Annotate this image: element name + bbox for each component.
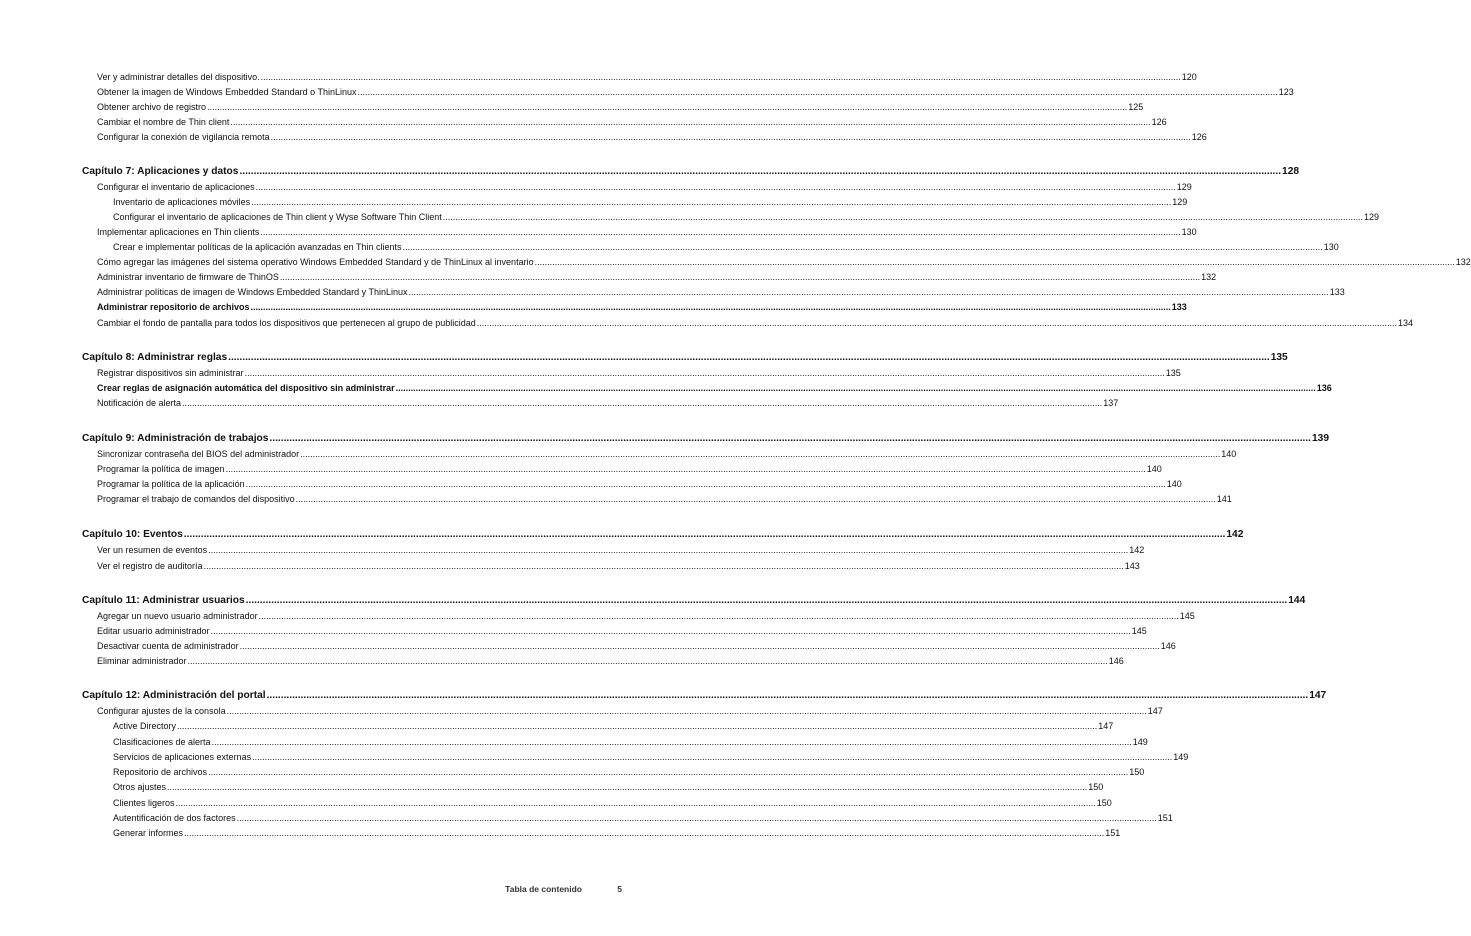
- toc-entry-title: Notificación de alerta: [97, 398, 182, 408]
- toc-entry-page: 125: [1128, 102, 1144, 112]
- dot-leader: [227, 705, 1147, 717]
- dot-leader: [300, 448, 1220, 460]
- toc-entry[interactable]: [97, 271, 1217, 283]
- toc-entry[interactable]: [97, 478, 1182, 490]
- toc-entry[interactable]: [97, 256, 1471, 268]
- toc-entry[interactable]: [97, 560, 1140, 572]
- toc-chapter[interactable]: [82, 529, 1244, 541]
- toc-entry[interactable]: [97, 101, 1144, 113]
- toc-entry-page: 147: [1147, 706, 1163, 716]
- dot-leader: [204, 560, 1124, 572]
- toc-entry-title: Programar el trabajo de comandos del dispositivo: [97, 494, 295, 504]
- dot-leader: [403, 241, 1323, 253]
- dot-leader: [211, 625, 1131, 637]
- toc-chapter[interactable]: [82, 595, 1306, 607]
- toc-entry-page: 151: [1105, 828, 1121, 838]
- toc-entry-title: Capítulo 10: Eventos: [82, 529, 183, 540]
- toc-entry-page: 133: [1329, 287, 1345, 297]
- toc-entry-title: Configurar el inventario de aplicaciones: [97, 182, 255, 192]
- toc-entry-page: 120: [1181, 72, 1197, 82]
- toc-entry-title: Active Directory: [113, 721, 177, 731]
- toc-entry-title: Capítulo 11: Administrar usuarios: [82, 595, 245, 606]
- toc-entry-page: 129: [1176, 182, 1192, 192]
- dot-leader: [251, 301, 1171, 313]
- toc-entry-page: 132: [1455, 257, 1471, 267]
- toc-entry-page: 140: [1146, 464, 1162, 474]
- toc-entry-title: Configurar la conexión de vigilancia remota: [97, 132, 270, 142]
- dot-leader: [237, 812, 1157, 824]
- toc-chapter[interactable]: [82, 433, 1330, 445]
- toc-entry-title: Configurar ajustes de la consola: [97, 706, 226, 716]
- toc-entry-title: Obtener archivo de registro: [97, 102, 207, 112]
- toc-entry[interactable]: [97, 317, 1413, 329]
- toc-entry[interactable]: [97, 226, 1197, 238]
- toc-entry-page: 128: [1282, 166, 1300, 177]
- toc-entry-title: Capítulo 7: Aplicaciones y datos: [82, 166, 239, 177]
- footer-page-number: 5: [617, 884, 622, 894]
- toc-entry-title: Registrar dispositivos sin administrar: [97, 368, 244, 378]
- toc-entry-title: Capítulo 12: Administración del portal: [82, 690, 266, 701]
- toc-entry-page: 147: [1098, 721, 1114, 731]
- toc-entry[interactable]: [113, 812, 1173, 824]
- toc-entry-page: 144: [1288, 595, 1306, 606]
- toc-entry-title: Administrar inventario de firmware de ThinOS: [97, 272, 279, 282]
- toc-entry-page: 140: [1221, 449, 1237, 459]
- toc-entry-page: 147: [1309, 690, 1327, 701]
- dot-leader: [184, 827, 1104, 839]
- toc-entry-page: 123: [1278, 87, 1294, 97]
- dot-leader: [208, 544, 1128, 556]
- toc-entry[interactable]: [97, 705, 1163, 717]
- dot-leader: [230, 116, 1150, 128]
- toc-entry-page: 126: [1151, 117, 1167, 127]
- toc-entry-title: Crear e implementar políticas de la aplicación avanzadas en Thin clients: [113, 242, 402, 252]
- toc-entry-title: Clientes ligeros: [113, 798, 175, 808]
- dot-leader: [358, 86, 1278, 98]
- toc-entry[interactable]: [97, 181, 1192, 193]
- toc-entry[interactable]: [113, 211, 1379, 223]
- toc-entry-page: 139: [1312, 433, 1330, 444]
- toc-entry-title: Capítulo 9: Administración de trabajos: [82, 433, 269, 444]
- toc-entry-page: 151: [1157, 813, 1173, 823]
- toc-entry-title: Autentificación de dos factores: [113, 813, 236, 823]
- toc-entry-title: Implementar aplicaciones en Thin clients: [97, 227, 260, 237]
- dot-leader: [252, 751, 1172, 763]
- toc-entry-page: 142: [1226, 529, 1244, 540]
- toc-entry-page: 130: [1323, 242, 1339, 252]
- toc-entry-page: 146: [1160, 641, 1176, 651]
- toc-entry-page: 150: [1088, 782, 1104, 792]
- toc-entry-title: Clasificaciones de alerta: [113, 737, 211, 747]
- toc-entry[interactable]: [113, 241, 1339, 253]
- dot-leader: [256, 181, 1176, 193]
- toc-entry-title: Cambiar el fondo de pantalla para todos los dispositivos que pertenecen al grupo de publicidad: [97, 318, 476, 328]
- toc-entry-page: 135: [1165, 368, 1181, 378]
- toc-entry-page: 145: [1179, 611, 1195, 621]
- toc-entry-title: Obtener la imagen de Windows Embedded Standard o ThinLinux: [97, 87, 357, 97]
- toc-entry-title: Crear reglas de asignación automática del dispositivo sin administrar: [97, 383, 395, 393]
- toc-entry[interactable]: [113, 797, 1112, 809]
- toc-entry-page: 149: [1132, 737, 1148, 747]
- dot-leader: [396, 382, 1316, 394]
- dot-leader: [207, 101, 1127, 113]
- dot-leader: [228, 352, 1270, 364]
- dot-leader: [246, 478, 1166, 490]
- toc-entry-title: Generar informes: [113, 828, 184, 838]
- toc-entry[interactable]: [113, 751, 1189, 763]
- toc-entry[interactable]: [97, 463, 1162, 475]
- toc-entry[interactable]: [97, 86, 1294, 98]
- toc-entry[interactable]: [97, 493, 1232, 505]
- toc-entry-title: Ver el registro de auditoría: [97, 561, 203, 571]
- dot-leader: [260, 226, 1180, 238]
- dot-leader: [267, 690, 1309, 702]
- toc-entry[interactable]: [113, 766, 1145, 778]
- footer-label: Tabla de contenido: [505, 884, 582, 894]
- toc-entry-title: Otros ajustes: [113, 782, 167, 792]
- toc-entry-title: Servicios de aplicaciones externas: [113, 752, 252, 762]
- toc-entry-page: 130: [1181, 227, 1197, 237]
- toc-chapter[interactable]: [82, 166, 1300, 178]
- dot-leader: [409, 286, 1329, 298]
- toc-entry[interactable]: [97, 301, 1187, 313]
- dot-leader: [184, 529, 1226, 541]
- toc-entry-title: Inventario de aplicaciones móviles: [113, 197, 251, 207]
- toc-chapter[interactable]: [82, 352, 1288, 364]
- dot-leader: [167, 781, 1087, 793]
- toc-chapter[interactable]: [82, 690, 1327, 702]
- toc-entry-title: Ver y administrar detalles del dispositivo.: [97, 72, 260, 82]
- toc-entry-title: Programar la política de la aplicación: [97, 479, 245, 489]
- toc-entry[interactable]: [97, 286, 1345, 298]
- toc-entry-page: 134: [1397, 318, 1413, 328]
- toc-entry[interactable]: [113, 720, 1114, 732]
- dot-leader: [251, 196, 1171, 208]
- toc-entry[interactable]: [97, 640, 1176, 652]
- toc-entry-title: Configurar el inventario de aplicaciones de Thin client y Wyse Software Thin Client: [113, 212, 442, 222]
- dot-leader: [182, 397, 1102, 409]
- toc-entry[interactable]: [97, 655, 1124, 667]
- toc-entry-page: 141: [1216, 494, 1232, 504]
- dot-leader: [261, 71, 1181, 83]
- toc-entry[interactable]: [97, 71, 1197, 83]
- dot-leader: [177, 720, 1097, 732]
- dot-leader: [246, 595, 1288, 607]
- toc-entry-page: 132: [1201, 272, 1217, 282]
- toc-entry[interactable]: [97, 610, 1195, 622]
- toc-entry-title: Editar usuario administrador: [97, 626, 210, 636]
- toc-entry-page: 150: [1129, 767, 1145, 777]
- dot-leader: [226, 463, 1146, 475]
- toc-entry[interactable]: [97, 397, 1119, 409]
- dot-leader: [212, 736, 1132, 748]
- toc-entry[interactable]: [113, 736, 1148, 748]
- toc-entry[interactable]: [113, 827, 1121, 839]
- toc-entry-title: Programar la política de imagen: [97, 464, 225, 474]
- dot-leader: [176, 797, 1096, 809]
- toc-entry[interactable]: [113, 196, 1188, 208]
- dot-leader: [443, 211, 1363, 223]
- toc-entry[interactable]: [97, 448, 1237, 460]
- toc-entry[interactable]: [97, 367, 1181, 379]
- toc-entry-page: 136: [1316, 383, 1332, 393]
- toc-entry-title: Administrar repositorio de archivos: [97, 302, 250, 312]
- toc-entry[interactable]: [97, 382, 1332, 394]
- toc-entry-title: Repositorio de archivos: [113, 767, 208, 777]
- toc-entry[interactable]: [113, 781, 1104, 793]
- toc-entry-page: 145: [1131, 626, 1147, 636]
- toc-entry[interactable]: [97, 131, 1207, 143]
- dot-leader: [271, 131, 1191, 143]
- dot-leader: [296, 493, 1216, 505]
- dot-leader: [188, 655, 1108, 667]
- toc-entry-page: 140: [1166, 479, 1182, 489]
- toc-entry-title: Sincronizar contraseña del BIOS del administrador: [97, 449, 300, 459]
- toc-entry-page: 146: [1108, 656, 1124, 666]
- toc-entry[interactable]: [97, 116, 1167, 128]
- toc-entry-page: 149: [1173, 752, 1189, 762]
- toc-entry-title: Desactivar cuenta de administrador: [97, 641, 239, 651]
- dot-leader: [280, 271, 1200, 283]
- toc-entry-title: Eliminar administrador: [97, 656, 187, 666]
- dot-leader: [269, 433, 1311, 445]
- toc-entry-title: Capítulo 8: Administrar reglas: [82, 352, 228, 363]
- toc-entry-page: 126: [1191, 132, 1207, 142]
- toc-entry-page: 137: [1103, 398, 1119, 408]
- toc-entry-title: Agregar un nuevo usuario administrador: [97, 611, 258, 621]
- toc-entry-title: Ver un resumen de eventos: [97, 545, 208, 555]
- toc-entry-page: 129: [1363, 212, 1379, 222]
- toc-entry-page: 129: [1172, 197, 1188, 207]
- dot-leader: [259, 610, 1179, 622]
- toc-entry-title: Cambiar el nombre de Thin client: [97, 117, 230, 127]
- toc-entry-page: 143: [1124, 561, 1140, 571]
- toc-entry-page: 142: [1129, 545, 1145, 555]
- toc-entry-page: 133: [1171, 302, 1187, 312]
- toc-entry-page: 150: [1096, 798, 1112, 808]
- toc-entry[interactable]: [97, 625, 1147, 637]
- toc-entry[interactable]: [97, 544, 1145, 556]
- toc-entry-title: Administrar políticas de imagen de Windows Embedded Standard y ThinLinux: [97, 287, 408, 297]
- dot-leader: [535, 256, 1455, 268]
- dot-leader: [477, 317, 1397, 329]
- dot-leader: [240, 640, 1160, 652]
- toc-entry-page: 135: [1270, 352, 1288, 363]
- dot-leader: [245, 367, 1165, 379]
- toc-entry-title: Cómo agregar las imágenes del sistema operativo Windows Embedded Standard y de ThinLinux al inventario: [97, 257, 534, 267]
- dot-leader: [208, 766, 1128, 778]
- dot-leader: [239, 166, 1281, 178]
